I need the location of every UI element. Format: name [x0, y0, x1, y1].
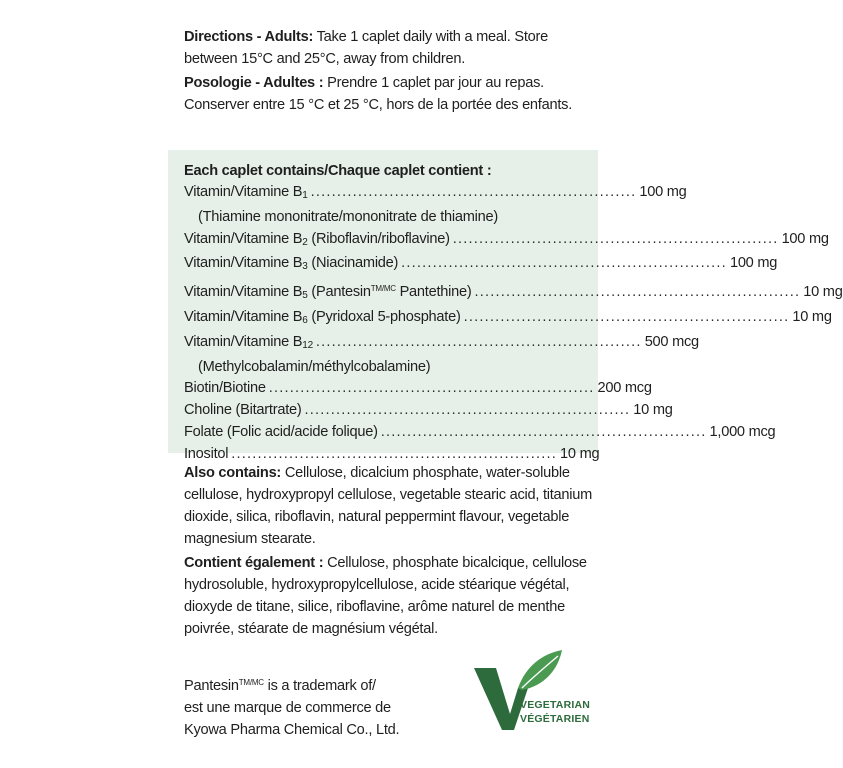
ingredient-amount: 10 mg — [560, 445, 600, 462]
trademark-line-1: Pantesin$^{TM/MC}$ is a trademark of/ — [184, 678, 376, 694]
directions-fr-heading: Posologie - Adultes : — [184, 75, 324, 91]
ingredient-row-biotin — [184, 378, 652, 400]
ingredient-amount: 1,000 mcg — [709, 423, 776, 440]
ingredient-amount: 10 mg — [633, 402, 673, 419]
ingredient-label: Vitamin/Vitamine $B_2$ (Riboflavin/riboflavine) — [184, 230, 450, 248]
ingredient-amount: 100 mg — [729, 255, 778, 272]
leader-dots: .............................................................. — [463, 308, 790, 325]
directions-en-heading: Directions - Adults: — [184, 29, 314, 45]
leader-dots: .............................................................. — [401, 255, 727, 272]
ingredients-panel — [168, 150, 843, 462]
ingredient-label: Folate (Folic acid/acide folique) — [184, 423, 378, 440]
directions-section — [184, 26, 600, 116]
ingredient-row-b2 — [184, 229, 829, 254]
leader-dots: .............................................................. — [452, 230, 779, 247]
leader-dots: .............................................................. — [304, 402, 631, 419]
badge-line-fr: VÉGÉTARIEN — [520, 713, 590, 725]
ingredient-row-folate — [184, 422, 776, 444]
directions-fr — [184, 72, 600, 116]
also-contains-en-heading: Also contains: — [184, 465, 282, 481]
leader-dots: .............................................................. — [315, 333, 642, 350]
leader-dots: .............................................................. — [474, 284, 801, 301]
directions-fr-text: Prendre 1 caplet par jour au repas. Conserver entre 15 °C et 25 °C, hors de la portée des enfants. — [184, 75, 572, 113]
badge-line-en: VEGETARIAN — [520, 699, 591, 711]
ingredient-row-b6 — [184, 307, 832, 332]
ingredient-label: Vitamin/Vitamine $B_{12}$ — [184, 333, 313, 351]
vegetarian-badge — [470, 648, 590, 738]
ingredient-amount: 100 mg — [781, 230, 829, 247]
ingredient-label: Inositol — [184, 445, 229, 462]
ingredient-amount: 500 mcg — [644, 333, 699, 350]
leader-dots: .............................................................. — [380, 423, 707, 440]
ingredient-amount: 100 mg — [639, 184, 687, 200]
also-contains-fr — [184, 552, 600, 640]
trademark-line-3: Kyowa Pharma Chemical Co., Ltd. — [184, 722, 400, 738]
ingredient-label: Vitamin/Vitamine $B_1$ — [184, 184, 308, 201]
ingredient-note: (Thiamine mononitrate/mononitrate de thiamine) — [198, 208, 498, 225]
leader-dots: .............................................................. — [268, 380, 595, 397]
trademark-note — [184, 672, 484, 741]
also-contains-en-text: Cellulose, dicalcium phosphate, water-soluble cellulose, hydroxypropyl cellulose, vegetable stearic acid, titanium dioxide, silica, riboflavin, natural peppermint flavour, vegetable magnesium stearate. — [184, 465, 593, 547]
trademark-line-2: est une marque de commerce de — [184, 700, 391, 716]
ingredient-row-b5 — [184, 278, 843, 307]
leader-dots: .............................................................. — [231, 445, 558, 462]
ingredient-row-b1 — [184, 182, 687, 207]
ingredient-amount: 200 mcg — [597, 380, 652, 397]
contents-heading: Each caplet contains/Chaque caplet contient : — [184, 163, 492, 179]
also-contains-en — [184, 462, 600, 550]
also-contains-section — [184, 462, 600, 640]
ingredient-label: Vitamin/Vitamine $B_6$ (Pyridoxal 5-phosphate) — [184, 308, 461, 326]
ingredient-amount: 10 mg — [792, 308, 832, 325]
ingredient-row-choline — [184, 400, 673, 422]
directions-en-text: Take 1 caplet daily with a meal. Store between 15°C and 25°C, away from children. — [184, 29, 549, 67]
ingredient-label: Biotin/Biotine — [184, 380, 266, 397]
ingredient-note: (Methylcobalamin/méthylcobalamine) — [198, 358, 431, 375]
also-contains-fr-heading: Contient également : — [184, 555, 324, 571]
ingredient-row-b3 — [184, 253, 778, 278]
also-contains-fr-text: Cellulose, phosphate bicalcique, cellulose hydrosoluble, hydroxypropylcellulose, acide stéarique végétal, dioxyde de titane, silice, riboflavine, arôme naturel de menthe poivrée, stéarate de magnésium végétal. — [184, 555, 587, 637]
ingredient-label: Vitamin/Vitamine $B_5$ (Pantesin$^{TM/MC}$ Pantethine) — [184, 284, 472, 302]
ingredient-amount: 10 mg — [803, 284, 843, 301]
badge-text — [520, 698, 590, 726]
directions-en — [184, 26, 600, 70]
leader-dots: .............................................................. — [310, 184, 637, 200]
ingredient-row-b12 — [184, 332, 699, 357]
ingredient-label: Choline (Bitartrate) — [184, 402, 302, 419]
ingredient-label: Vitamin/Vitamine $B_3$ (Niacinamide) — [184, 255, 399, 273]
